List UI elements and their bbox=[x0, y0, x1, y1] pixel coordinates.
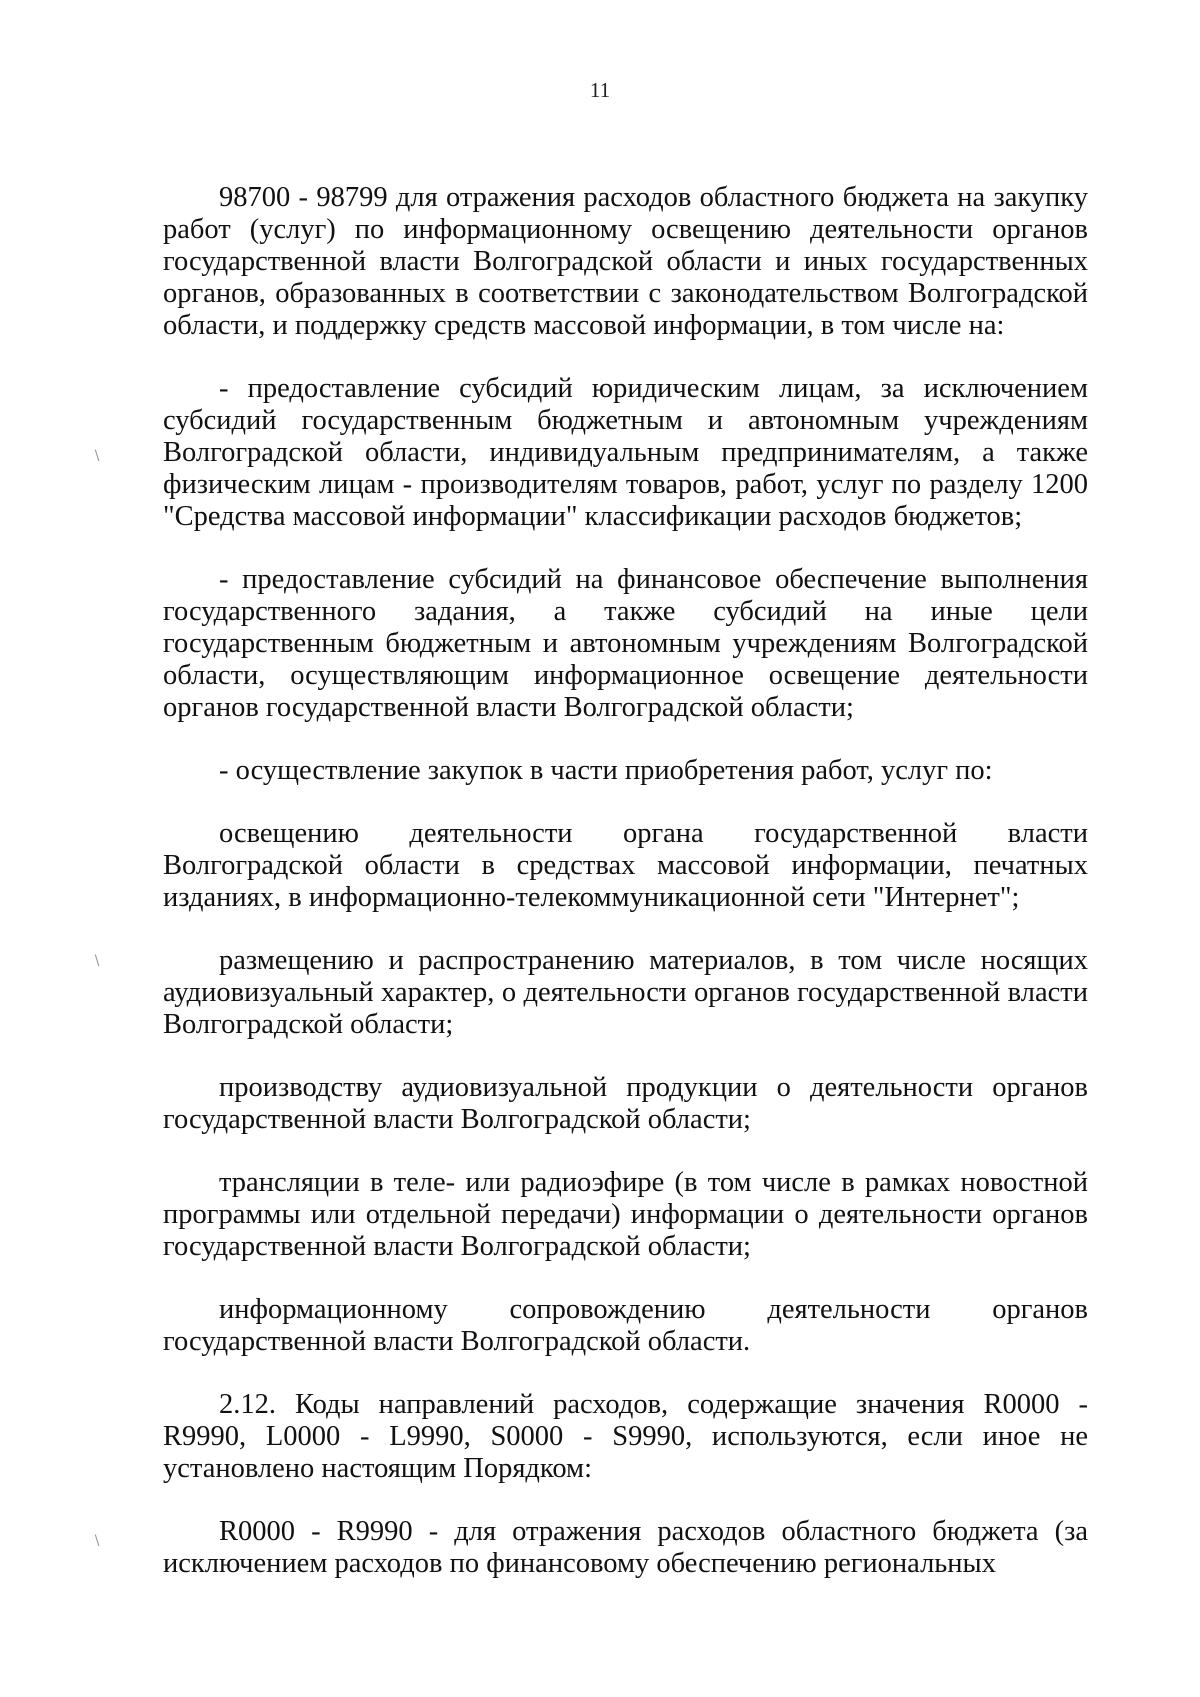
document-body bbox=[163, 182, 1088, 1580]
scan-speck: ∖ bbox=[92, 954, 101, 969]
paragraph-procurement: - осуществление закупок в части приобретения работ, услуг по: bbox=[219, 755, 993, 786]
paragraph-r-codes: R0000 - R9990 - для отражения расходов областного бюджета (за исключением расходов по финансовому обеспечению региональных bbox=[163, 1516, 1088, 1579]
paragraph-section-2-12: 2.12. Коды направлений расходов, содержащие значения R0000 - R9990, L0000 - L9990, S0000 - S9990, используются, если иное не установлено настоящим Порядком: bbox=[163, 1389, 1088, 1484]
paragraph-materials-distribution: размещению и распространению материалов, в том числе носящих аудиовизуальный характер, о деятельности органов государственной власти Волгоградской области; bbox=[163, 945, 1088, 1040]
paragraph-98700-codes: 98700 - 98799 для отражения расходов областного бюджета на закупку работ (услуг) по информационному освещению деятельности органов государственной власти Волгоградской области и иных государственных органов, образованных в соответствии с законодательством Волгоградской области, и поддержку средств массовой информации, в том числе на: bbox=[163, 182, 1088, 341]
paragraph-state-assignment-subsidies: - предоставление субсидий на финансовое обеспечение выполнения государственного задания, а также субсидий на иные цели государственным бюджетным и автономным учреждениям Волгоградской области, осуществляющим информационное освещение деятельности органов государственной власти Волгоградской области; bbox=[163, 564, 1088, 723]
paragraph-media-coverage: освещению деятельности органа государственной власти Волгоградской области в средствах массовой информации, печатных изданиях, в информационно-телекоммуникационной сети "Интернет"; bbox=[163, 818, 1088, 913]
paragraph-broadcasting: трансляции в теле- или радиоэфире (в том числе в рамках новостной программы или отдельной передачи) информации о деятельности органов государственной власти Волгоградской области; bbox=[163, 1167, 1088, 1262]
paragraph-legal-entity-subsidies: - предоставление субсидий юридическим лицам, за исключением субсидий государственным бюджетным и автономным учреждениям Волгоградской области, индивидуальным предпринимателям, а также физическим лицам - производителям товаров, работ, услуг по разделу 1200 "Средства массовой информации" классификации расходов бюджетов; bbox=[163, 373, 1088, 532]
scan-speck: ∖ bbox=[92, 449, 101, 464]
scan-speck: ∖ bbox=[92, 1534, 101, 1549]
paragraph-audiovisual-production: производству аудиовизуальной продукции о деятельности органов государственной власти Волгоградской области; bbox=[163, 1072, 1088, 1135]
page-number: 11 bbox=[589, 78, 611, 102]
paragraph-information-support: информационному сопровождению деятельности органов государственной власти Волгоградской области. bbox=[163, 1294, 1088, 1357]
